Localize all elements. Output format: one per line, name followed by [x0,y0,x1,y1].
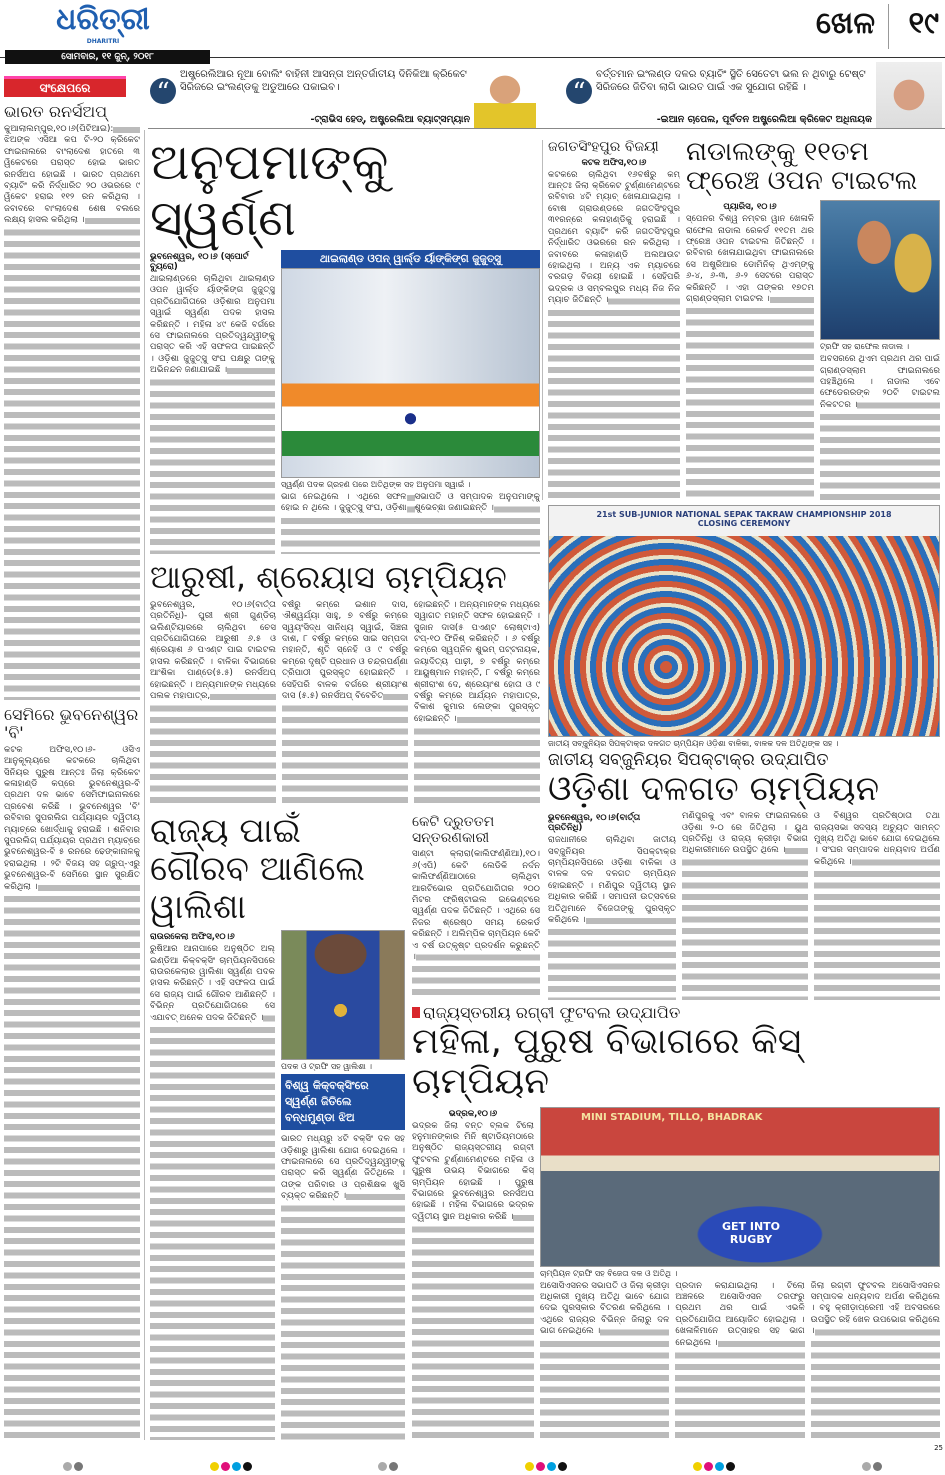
sepak-caption: ଜାତୀୟ ସବ୍‌ଜୁନିୟର ସିପକ୍‌ଟାକ୍ର ଦଳଗତ ଚାମ୍ପିୟନ ଓଡ଼ିଶା ବାଳିକା, ବାଳକ ଦଳ ଅତିଥିଙ୍କ ସହ । [548,739,839,748]
brief-headline: ଭାରତ ରନର୍ସଅପ୍ [4,102,108,121]
anupama-photo [281,268,540,478]
walisha-dateline: ରାଉରକେଲା ଅଫିସ,୧୦।୬ [150,932,235,943]
brief-2-body: କଟକ ଅଫିସ,୧୦।୬- ଓସିଏ ଆନୁକୂଲ୍ୟରେ କଟକରେ ଚାଲିଥିବା ସିନିୟର ପୁରୁଷ ଆନ୍ତଃ ଜିଲା କ୍ରିକେଟ କଳାହାଣ୍ଡି କପ୍‌ରେ ଭୁବନେଶ୍ୱର-ବି ପ୍ରଥମ ଦଳ ଭାବେ ସେମିଫାଇନାଲରେ ପ୍ରବେଶ କରିଛି । ଭୁବନେଶ୍ୱର 'ବି' ରବିବାର ସୁପରଲିଗ ପର୍ଯ୍ୟାୟର ଦ୍ୱିତୀୟ ମ୍ୟାଚ୍‌ରେ ଖୋର୍ଦ୍ଧାକୁ ହରାଇଛି । ଶନିବାର ସୁପରଲିଗ୍ ପର୍ଯ୍ୟାୟର ପ୍ରଥମ ମ୍ୟାଚ୍‌ରେ ଭୁବନେଶ୍ୱର-ବି ୫ ରନରେ ଢେଙ୍କାନାଳକୁ ହରାଇଥିଲା । ୨ଟି ବିଜୟ ସହ ଗ୍ରୁପ୍-ଏରୁ ଭୁବନେଶ୍ୱର-ବି ସେମିରେ ସ୍ଥାନ ସୁରକ୍ଷିତ କରିଥିଲା । [4,745,140,1440]
date-bar: ସୋମବାର, ୧୧ ଜୁନ୍, ୨୦୧୮ [5,50,210,64]
brief-2-headline: ସେମିରେ ଭୁବନେଶ୍ୱର 'ବି' [4,705,139,742]
walisha-body: ରୁଷିଆର ଆନାପାରେ ଅନୁଷ୍ଠିତ ଅଲ୍ ଇଣ୍ଡିଆ କିକ୍‌ବକ୍ସିଂ ଚାମ୍ପିୟନସିପରେ ରାଉରକେଲାର ୱାଲିଶା ସ୍ୱର୍ଣ୍ଣ ପଦକ ହାସଲ କରିଛନ୍ତି । ଏହି ସଫଳତା ପାଇଁ ସେ ରାଜ୍ୟ ପାଇଁ ଗୌରବ ଆଣିଛନ୍ତି । ବିଭିନ୍ନ ପ୍ରତିଯୋଗିତାରେ ସେ ଏଯାବତ୍ ଅନେକ ପଦକ ଜିତିଛନ୍ତି । [150,944,275,1440]
photo-sign-text: GET INTO RUGBY [721,1219,781,1246]
walisha-headline: ରାଜ୍ୟ ପାଇଁ ଗୌରବ ଆଣିଲେ ୱାଲିଶା [150,811,365,928]
sepak-kicker: ଜାତୀୟ ସବ୍‌ଜୁନିୟର ସିପକ୍‌ଟାକ୍ର ଉଦ୍‌ଯାପିତ [548,750,829,770]
photo-banner-text: 21st SUB-JUNIOR NATIONAL SEPAK TAKRAW CHAMPIONSHIP 2018 CLOSING CEREMONY [549,506,939,536]
rugby-body-2: ଅସୋସିଏସନର ସଭାପତି ଓ ଜିଲା କ୍ରୀଡ଼ା ଅଧିକାରୀ ମୁଖ୍ୟ ଅତିଥି ଭାବେ ଯୋଗ ଦେଇ ପୁରସ୍କାର ବିତରଣ କରିଥିଲେ । ଏଥିରେ ରାଜ୍ୟର ବିଭିନ୍ନ ଜିଲାରୁ ଦଳ ଭାଗ ନେଇଥିଲେ । [540,1281,669,1440]
swimmer-body: ସାଣ୍ଟା କ୍ଲାରା(କାଲିଫର୍ଣ୍ଣିଆ),୧୦।୬(ଏପି) କେଟି ଲେଡିକି ନର୍ଦନ କାଲିଫର୍ଣ୍ଣିଆଠାରେ ଚାଲିଥିବା ଆରଟିଭୋର ପ୍ରତିଯୋଗିତାର ୨୦୦ ମିଟର ଫ୍ରିଷ୍ଟାଇଲ ଇଭେଣ୍ଟରେ ସ୍ୱର୍ଣ୍ଣ ପଦକ ଜିତିଛନ୍ତି । ଏଥିରେ ସେ ନିଜର ଶ୍ରେଷ୍ଠ ସମୟ ରେକର୍ଡ କରିଛନ୍ତି । ଅଲିମ୍ପିକ ଚାମ୍ପିୟନ କେଟି ଏ ବର୍ଷ ଉତ୍କୃଷ୍ଟ ପ୍ରଦର୍ଶନ କରୁଛନ୍ତି । [412,849,540,1000]
arushi-body-3: ହୋଇଛନ୍ତି । ଅନ୍ୟମାନଙ୍କ ମଧ୍ୟରେ ସ୍ୱାଗତ ମହାନ୍ତି ସଫଳ ହୋଇଛନ୍ତି । ସୁଜାନ ଦାସ(୫ ପଏଣ୍ଟ ଲୋଷ୍ଟାଏ) ଟପ୍-୧୦ ଫିନିଶ୍ କରିଛନ୍ତି । ୬ ବର୍ଷରୁ କମ୍‌ରେ ସ୍ୱପ୍ନିଳ ଶୁଭମ୍ ପଟ୍ଟନାୟକ, ଜୟାଦିତ୍ୟ ପାଢ଼ୀ, ୭ ବର୍ଷରୁ କମ୍‌ରେ ଆୟୁଷ୍ମାନ ମହାନ୍ତି, ୮ ବର୍ଷରୁ କମ୍‌ରେ ଶ୍ରୀରାଂଶ ଦେ, ଶ୍ରେୟାଂଶ ହୋତା ଓ ୯ ବର୍ଷରୁ କମ୍‌ରେ ଆର୍ଯ୍ୟନ ମହାପାତ୍ର, ବିକାଶ କୁମାର ଲେଙ୍କା ପୁରସ୍କୃତ ହୋଇଛନ୍ତି । [414,600,540,806]
quote-2-attribution: -ଇଆନ ଚାପେଲ, ପୂର୍ବତନ ଅଷ୍ଟ୍ରେଲିଆ କ୍ରିକେଟ ଅଧିନାୟକ [656,114,872,125]
ian-chappell-photo [876,62,942,128]
jagatsinghpur-dateline: କଟକ ଅଫିସ,୧୦।୬ [581,157,647,168]
lead-headline: ଅନୁପମାଙ୍କୁ ସ୍ୱର୍ଣ୍ଣ [150,133,389,247]
lead-body: ଥାଇଲାଣ୍ଡରେ ଚାଲିଥିବା ଥାଇଲାଣ୍ଡ ଓପନ ୱାର୍ଲ୍ଡ ର୍ୟାଙ୍କିଙ୍ଗ ଜୁଜୁତ୍ସୁ ପ୍ରତିଯୋଗିତାରେ ଓଡ଼ିଶାର ଅନୁପମା ସ୍ୱାଇଁ ସ୍ୱର୍ଣ୍ଣ ପଦକ ହାସଲ କରିଛନ୍ତି । ମହିଳା ୪୯ କେଜି ବର୍ଗରେ ସେ ଫାଇନାଲରେ ପ୍ରତିଦ୍ୱନ୍ଦ୍ୱୀଙ୍କୁ ପରାସ୍ତ କରି ଏହି ସଫଳତା ପାଇଛନ୍ତି । ଓଡ଼ିଶା ଜୁଜୁତ୍ସୁ ସଂଘ ପକ୍ଷରୁ ତାଙ୍କୁ ଅଭିନନ୍ଦନ ଜଣାଯାଇଛି । [150,274,275,554]
rugby-body-3: ପ୍ରଦାନ କରାଯାଇଥିଲା । ଟିଲୋ ଅଞ୍ଚଳରେ ଅସୋସିଏସନ ତରଫରୁ ପ୍ରଥମ ଥର ପାଇଁ ଏଭଳି ପ୍ରତିଯୋଗିତା ଆୟୋଜିତ ହୋଇଥିଲା । ଖେଳାଳିମାନେ ଉତ୍ସାହର ସହ ଭାଗ ନେଇଥିଲେ । [675,1281,804,1440]
arushi-headline: ଆରୁଷୀ, ଶ୍ରେୟାସ ଚାମ୍ପିୟନ [150,558,507,596]
sepak-takraw-team-photo [548,505,940,737]
arushi-body-2: ବର୍ଷରୁ କମ୍‌ରେ ଇଶାନ ଦାସ, ଐଶ୍ୱର୍ଯ୍ୟା ସାହୁ, ୭ ବର୍ଷରୁ କମ୍‌ରେ ସ୍ୱୟଂସିଦ୍ଧ ସାନିଧ୍ୟ ସ୍ୱାଇଁ, ସିଞ୍ଚନା ଦାଶ, ୮ ବର୍ଷରୁ କମ୍‌ରେ ସାଇ ସମ୍ପଦା ମହାନ୍ତି, ଶୃତି ସ୍ନେହି ଓ ୯ ବର୍ଷରୁ କମ୍‌ରେ ଦୃଷ୍ଟି ପ୍ରଧାନ ଓ ଚନ୍ଦ୍ରପର୍ଣ୍ଣା ତ୍ରିପାଠୀ ପୁରସ୍କୃତ ହୋଇଛନ୍ତି । ସେହିପରି ବାଳକ ବର୍ଗରେ ଶ୍ରୀୟାଂଶ ଦାସ (୫.୫) ରନର୍ସଅପ୍ ବିବେଚିତ [282,600,408,806]
logo-sub: DHARITRI [86,38,120,45]
sepak-body: ରାଜଧାନୀରେ ଚାଲିଥିବା ଜାତୀୟ ସବ୍‌ଜୁନିୟର ସିପକ୍‌ଟାକ୍ର ଚାମ୍ପିୟନସିପରେ ଓଡ଼ିଶା ବାଳିକା ଓ ବାଳକ ଦଳ ଦଳଗତ ଚାମ୍ପିୟନ ହୋଇଛନ୍ତି । ମଣିପୁର ଦ୍ୱିତୀୟ ସ୍ଥାନ ଅଧିକାର କରିଛି । ସମାପନୀ ଉତ୍ସବରେ ଅତିଥିମାନେ ବିଜେତାଙ୍କୁ ପୁରସ୍କୃତ କରିଥିଲେ । [548,835,676,1000]
page-marker: 25 [934,1444,943,1452]
lead-caption: ସ୍ୱର୍ଣ୍ଣ ପଦକ ଗ୍ରହଣ ପରେ ଅତିଥିଙ୍କ ସହ ଅନୁପମା ସ୍ୱାଇଁ । [281,480,471,489]
rugby-body-4: ଜିଲା ରଗ୍‌ବୀ ଫୁଟବଲ ଅସୋସିଏସନର ସମ୍ପାଦକ ଧନ୍ୟବାଦ ଅର୍ପଣ କରିଥିଲେ । ବହୁ କ୍ରୀଡ଼ାପ୍ରେମୀ ଏହି ଅବସରରେ ଉପସ୍ଥିତ ରହି ଖେଳ ଉପଭୋଗ କରିଥିଲେ । [811,1281,940,1440]
walisha-photo [281,930,405,1060]
walisha-body-2: ଭାରତ ମଧ୍ୟରୁ ୪ଟି ବକ୍ସିଂ ଦଳ ସହ ଓଡ଼ିଶାରୁ ୱାଲିଶା ଯୋଗ ଦେଇଥିଲେ । ଫାଇନାଲରେ ସେ ପ୍ରତିଦ୍ୱନ୍ଦ୍ୱୀଙ୍କୁ ପରାସ୍ତ କରି ସ୍ୱର୍ଣ୍ଣ ଜିତିଥିଲେ । ତାଙ୍କ ପରିବାର ଓ ପ୍ରଶିକ୍ଷକ ଖୁସି ବ୍ୟକ୍ତ କରିଛନ୍ତି । [281,1134,405,1440]
logo [48,2,158,45]
arushi-body: ଭୁବନେଶ୍ୱର, ୧୦।୬(ବାର୍ତ୍ତା ପ୍ରତିନିଧି)- ପୁରୀ ଶ୍ରୀ ଗୁଣ୍ଡିଚା ଭଲିଣ୍ଟିୟାରରେ ଚାଲିଥିବା ଚେସ ପ୍ରତିଯୋଗିତାରେ ଆରୁଷୀ ୬.୫ ଓ ଶ୍ରେୟାଶ ୬ ପଏଣ୍ଟ ପାଇ ଟାଇଟଲ ହାସଲ କରିଛନ୍ତି । ବାଳିକା ବିଭାଗରେ ଆଂଶିକା ପାଣ୍ଡେ(୫.୫) ରନର୍ସଅପ୍ ହୋଇଛନ୍ତି । ଅନ୍ୟମାନଙ୍କ ମଧ୍ୟରେ ପଲକ ମହାପାତ୍ର, [150,600,276,806]
brief-badge-label: ସଂକ୍ଷେପରେ [39,81,91,95]
sepak-dateline: ଭୁବନେଶ୍ୱର, ୧୦।୬(ବାର୍ତ୍ତା ପ୍ରତିନିଧି) [548,813,641,834]
rugby-dateline: ଭଦ୍ରକ,୧୦।୬ [448,1108,498,1119]
jagatsinghpur-headline: ଜଗତସିଂହପୁର ବିଜୟୀ [548,139,659,155]
rugby-body: ଭଦ୍ରକ ଜିଲା ବନ୍ତ ବ୍ଲକ ଟିଲୋ ହନୁମାନଙ୍କାର ମିନି ଷ୍ଟାଡିୟମଠାରେ ଅନୁଷ୍ଠିତ ରାଜ୍ୟସ୍ତରୀୟ ରଗ୍‌ବୀ ଫୁଟବଲ ଟୁର୍ଣ୍ଣାମେଣ୍ଟରେ ମହିଳା ଓ ପୁରୁଷ ଉଭୟ ବିଭାଗରେ କିସ୍ ଚାମ୍ପିୟନ ହୋଇଛି । ପୁରୁଷ ବିଭାଗରେ ଭୁବନେଶ୍ୱର ରନର୍ସଅପ ହୋଇଛି । ମହିଳା ବିଭାଗରେ ଭଦ୍ରକ ଦ୍ୱିତୀୟ ସ୍ଥାନ ଅଧିକାର କରିଛି । [412,1121,534,1440]
quote-icon: “ [566,78,592,104]
travis-head-photo [474,62,536,128]
sepak-body-2: ମଣିପୁରକୁ ଏବଂ ବାଳକ ଫାଇନାଲରେ ଓଡ଼ିଶା ୨-୦ ରେ ଜିତିଥିଲା । ୟୁଥ ପ୍ରତିନିଧି ଓ ରାଜ୍ୟ କ୍ରୀଡ଼ା ବିଭାଗ ଅଧିକାରୀମାନେ ଉପସ୍ଥିତ ଥିଲେ । [682,811,808,1000]
sepak-headline: ଓଡ଼ିଶା ଦଳଗତ ଚାମ୍ପିୟନ [548,769,880,810]
rugby-caption: ଚାମ୍ପିୟନ ଟ୍ରଫି ସହ ବିଜେତା ଦଳ ଓ ଅତିଥି । [540,1268,678,1278]
quote-1-attribution: -ଟ୍ରାଭିସ ହେଡ୍, ଅଷ୍ଟ୍ରେଲିଆ ବ୍ୟାଟ୍ସମ୍ୟାନ [310,114,470,125]
rugby-prize-photo [540,1107,940,1267]
lead-banner: ଥାଇଲାଣ୍ଡ ଓପନ୍ ୱାର୍ଲ୍ଡ ର୍ୟାଙ୍କିଙ୍ଗ ଜୁଜୁତ୍ସୁ [281,250,540,268]
sepak-body-3: ଓ ବିଶ୍ୱର ପ୍ରତିଷ୍ଠାତା ତଥା ରାଜ୍ୟସଭା ସଦସ୍ୟ ଅଚ୍ୟୁତ ସାମନ୍ତ ମୁଖ୍ୟ ଅତିଥି ଭାବେ ଯୋଗ ଦେଇଥିଲେ । ସଂଘର ସମ୍ପାଦକ ଧନ୍ୟବାଦ ଅର୍ପଣ କରିଥିଲେ । [814,811,940,1000]
nadal-dateline: ପ୍ୟାରିସ, ୧୦।୬ [723,202,777,213]
nadal-headline: ନାଡାଲଙ୍କୁ ୧୧ତମ ଫ୍ରେଞ୍ଚ ଓପନ ଟାଇଟଲ [686,137,918,197]
rugby-kicker-text: ରାଜ୍ୟସ୍ତରୀୟ ରଗ୍‌ବୀ ଫୁଟବଲ ଉଦ୍‌ଯାପିତ [423,1003,681,1022]
quote-2-text: ବର୍ତ୍ତମାନ ଇଂଲଣ୍ଡ ଦଳର ବ୍ୟାଟିଂ ସ୍ଥିତି ସେତେଟା ଭଲ ନ ଥିବାରୁ ଟେଷ୍ଟ ସିରିଜରେ ଜିତିବା ଲାଗି ଭାରତ ପାଇଁ ଏକ ସୁଯୋଗ ରହିଛି । [596,69,866,93]
swimmer-headline: କେଟି ଦ୍ରୁତତମ ସନ୍ତରଣକାରୀ [412,814,495,846]
brief-badge [4,76,126,97]
nadal-caption: ଟ୍ରଫି ସହ ରାଫେଲ ନାଡାଲ । [820,342,910,352]
quote-1-text: ଅଷ୍ଟ୍ରେଲିଆର ନୂଆ ବୋଲିଂ ବାହିନୀ ଆସନ୍ତା ଅନ୍ତର୍ଜାତୀୟ ଦିନିକିଆ କ୍ରିକେଟ ସିରିଜରେ ଇଂଲଣ୍ଡକୁ ଅଡୁଆରେ ପକାଇବ। [180,69,467,93]
nadal-body-2: ଅବସରରେ ଥିଏମ ପ୍ରଥମ ଥର ପାଇଁ ଗ୍ରାଣ୍ଡସ୍ଲାମ ଫାଇନାଲରେ ପହଞ୍ଚିଥିଲେ । ନାଡାଲ ଏବେ ଫେଡେରରଙ୍କ ୨୦ଟି ଟାଇଟଲ ନିକଟତର । [820,354,940,500]
section-title: ଖେଳ [815,6,875,41]
nadal-body: ସ୍ପେନର ବିଶ୍ୱ ନମ୍ବର ୱାନ ଖେଳାଳି ରାଫେଲ ନାଡାଲ ରେକର୍ଡ ୧୧ତମ ଥର ଫ୍ରେଞ୍ଚ ଓପନ ଟାଇଟଲ ଜିତିଛନ୍ତି । ରବିବାର ଖେଳାଯାଇଥିବା ଫାଇନାଲରେ ସେ ଅଷ୍ଟ୍ରିଆର ଡୋମିନିକ୍ ଥିଏମ୍‌ଙ୍କୁ ୬-୪, ୬-୩, ୬-୨ ସେଟରେ ପରାସ୍ତ କରିଛନ୍ତି । ଏହା ତାଙ୍କର ୧୭ତମ ଗ୍ରାଣ୍ଡସ୍ଲାମ ଟାଇଟଲ । [686,214,814,500]
quote-icon: “ [150,78,176,104]
jagatsinghpur-body: କଟକରେ ଚାଲିଥିବା ୧୬ବର୍ଷରୁ କମ୍ ଆନ୍ତଃ ଜିଲା କ୍ରିକେଟ ଟୁର୍ଣ୍ଣାମେଣ୍ଟରେ ରବିବାର ୪ଟି ମ୍ୟାଚ୍ ଖେଳାଯାଇଥିଲା । ବୋଷ ଗ୍ରାଉଣ୍ଡରେ ଜଗତସିଂହପୁର ୩୧ରନ୍‌ରେ କଳାହାଣ୍ଡିକୁ ହରାଇଛି । ପ୍ରଥମେ ବ୍ୟାଟିଂ କରି ଜଗତସିଂହପୁର ନିର୍ଦ୍ଧାରିତ ଓଭରରେ ରନ କରିଥିଲା । ଜବାବରେ କଳାହାଣ୍ଡି ଅଲଆଉଟ ହୋଇଥିଲା । ଅନ୍ୟ ଏକ ମ୍ୟାଚରେ ବରଗଡ଼ ବିଜୟୀ ହୋଇଛି । ସେହିପରି ଭଦ୍ରକ ଓ ସମ୍ବଲପୁର ମଧ୍ୟ ନିଜ ନିଜ ମ୍ୟାଚ ଜିତିଛନ୍ତି । [548,170,680,500]
walisha-box: ବିଶ୍ୱ କିକ୍‌ବକ୍ସିଂରେ ସ୍ୱର୍ଣ୍ଣ ଜିତିଲେ ବନ୍ଧମୁଣ୍ଡା ଝିଅ [281,1074,405,1130]
red-square-icon [412,1007,420,1018]
walisha-caption: ପଦକ ଓ ଟ୍ରଫି ସହ ୱାଲିଶା । [281,1062,372,1072]
rugby-kicker [412,1004,940,1022]
page-number: ୧୯ [908,6,939,41]
nadal-photo [820,200,940,340]
lead-dateline: ଭୁବନେଶ୍ୱର, ୧୦।୬ (ସ୍ପୋର୍ଟ ବ୍ୟୁରୋ) [150,252,249,272]
logo-text: ଧରିତ୍ରୀ [56,2,150,37]
brief-body: କୁଆଲାଲମ୍ପୁର,୧୦।୬(ପିଟିଆଇ): ଝିଅଙ୍କ ଏସିଆ କପ ଟି-୨୦ କ୍ରିକେଟ ଫାଇନାଲରେ ବାଂଲାଦେଶ ହାତରେ ୩ ୱିକେଟରେ ପରାସ୍ତ ହୋଇ ଭାରତ ରନର୍ସଅପ ହୋଇଛି । ଭାରତ ପ୍ରଥମେ ବ୍ୟାଟିଂ କରି ନିର୍ଦ୍ଧାରିତ ୨୦ ଓଭରରେ ୯ ୱିକେଟ ହରାଇ ୧୧୨ ରନ କରିଥିଲା । ଜବାବରେ ବାଂଲାଦେଶ ଶେଷ ବଲରେ ଲକ୍ଷ୍ୟ ହାସଲ କରିଥିଲା । [4,124,140,700]
registration-marks [0,1458,945,1472]
photo-banner-text: MINI STADIUM, TILLO, BHADRAK [581,1111,763,1123]
rugby-headline: ମହିଳା, ପୁରୁଷ ବିଭାଗରେ କିସ୍ ଚାମ୍ପିୟନ [412,1020,802,1103]
lead-body-2: ଭାଗ ନେଇଥିଲେ । ଏଥିରେ ସଫଳ ହୋଇ ନ ଥିଲେ । ଜୁଜୁତ୍ସୁ ସଂଘ, ଓଡ଼ିଶା ସଭାପତି ଓ ସମ୍ପାଦକ ଅନୁପମାଙ୍କୁ ଶୁଭେଚ୍ଛା ଜଣାଇଛନ୍ତି । [281,492,540,554]
